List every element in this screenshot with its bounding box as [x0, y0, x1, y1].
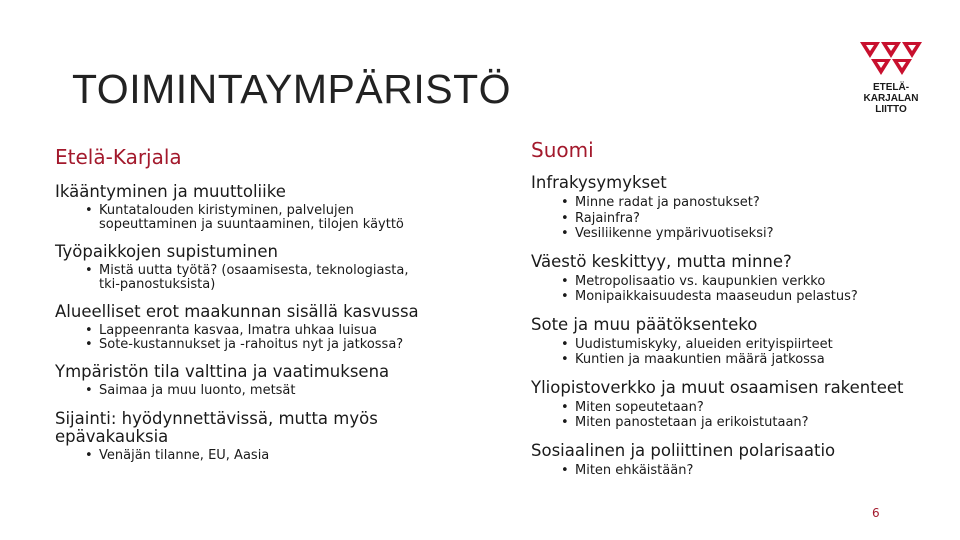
bullet-list: [561, 274, 951, 305]
bullet-item: • Mistä uutta työtä? (osaamisesta, teknologiasta, tki-panostuksista): [85, 264, 495, 291]
topic-title: Väestö keskittyy, mutta minne?: [531, 251, 792, 271]
bullet-list: [561, 400, 951, 431]
topic-group: [55, 243, 495, 291]
bullet-list: [85, 384, 495, 398]
bullet-item: • Miten ehkäistään?: [561, 463, 951, 479]
topic-group: [55, 410, 495, 463]
bullet-list: [561, 463, 951, 479]
topic-title: Alueelliset erot maakunnan sisällä kasvussa: [55, 302, 419, 321]
topic-title: Ympäristön tila valttina ja vaatimuksena: [55, 362, 390, 381]
bullet-item: • Saimaa ja muu luonto, metsät: [85, 384, 495, 398]
right-column: [531, 138, 951, 489]
topic-title: Työpaikkojen supistuminen: [55, 242, 278, 261]
bullet-list: [85, 324, 495, 351]
topic-group: [531, 253, 951, 305]
topic-title: Yliopistoverkko ja muut osaamisen rakenteet: [531, 377, 904, 397]
logo-wordmark: ETELÄ- KARJALAN LIITTO: [863, 82, 919, 115]
bullet-list: [85, 204, 495, 231]
triangle-logo-icon: [858, 38, 924, 78]
bullet-item: • Vesiliikenne ympärivuotiseksi?: [561, 226, 951, 242]
bullet-item: • Metropolisaatio vs. kaupunkien verkko: [561, 274, 951, 290]
topic-group: [531, 174, 951, 242]
bullet-item: • Kuntien ja maakuntien määrä jatkossa: [561, 352, 951, 368]
bullet-item: • Sote-kustannukset ja -rahoitus nyt ja jatkossa?: [85, 338, 495, 352]
topic-title: Sote ja muu päätöksenteko: [531, 314, 758, 334]
topic-group: [55, 363, 495, 398]
bullet-item: • Venäjän tilanne, EU, Aasia: [85, 449, 495, 463]
slide-title: TOIMINTAYMPÄRISTÖ: [72, 66, 512, 112]
topic-group: [531, 316, 951, 368]
bullet-item: • Minne radat ja panostukset?: [561, 195, 951, 211]
bullet-list: [85, 264, 495, 291]
topic-group: [55, 303, 495, 351]
topic-group: [55, 183, 495, 231]
left-column-heading: Etelä-Karjala: [55, 145, 182, 169]
bullet-list: [561, 195, 951, 242]
bullet-item: • Kuntatalouden kiristyminen, palvelujen sopeuttaminen ja suuntaaminen, tilojen käyttö: [85, 204, 495, 231]
bullet-item: • Monipaikkaisuudesta maaseudun pelastus?: [561, 289, 951, 305]
bullet-item: • Miten sopeutetaan?: [561, 400, 951, 416]
bullet-item: • Uudistumiskyky, alueiden erityispiirteet: [561, 337, 951, 353]
bullet-list: [561, 337, 951, 368]
bullet-item: • Lappeenranta kasvaa, Imatra uhkaa luisua: [85, 324, 495, 338]
topic-group: [531, 442, 951, 479]
bullet-item: • Miten panostetaan ja erikoistutaan?: [561, 415, 951, 431]
topic-title: Ikääntyminen ja muuttoliike: [55, 182, 286, 201]
topic-group: [531, 379, 951, 431]
topic-title: Infrakysymykset: [531, 173, 667, 192]
organization-logo: [856, 38, 926, 124]
right-column-heading: Suomi: [531, 138, 594, 162]
left-column: [55, 145, 495, 474]
bullet-item: • Rajainfra?: [561, 211, 951, 227]
topic-title: Sosiaalinen ja poliittinen polarisaatio: [531, 440, 836, 460]
topic-title: Sijainti: hyödynnettävissä, mutta myös epävakauksia: [55, 408, 378, 446]
bullet-list: [85, 449, 495, 463]
page-number: 6: [872, 506, 880, 520]
